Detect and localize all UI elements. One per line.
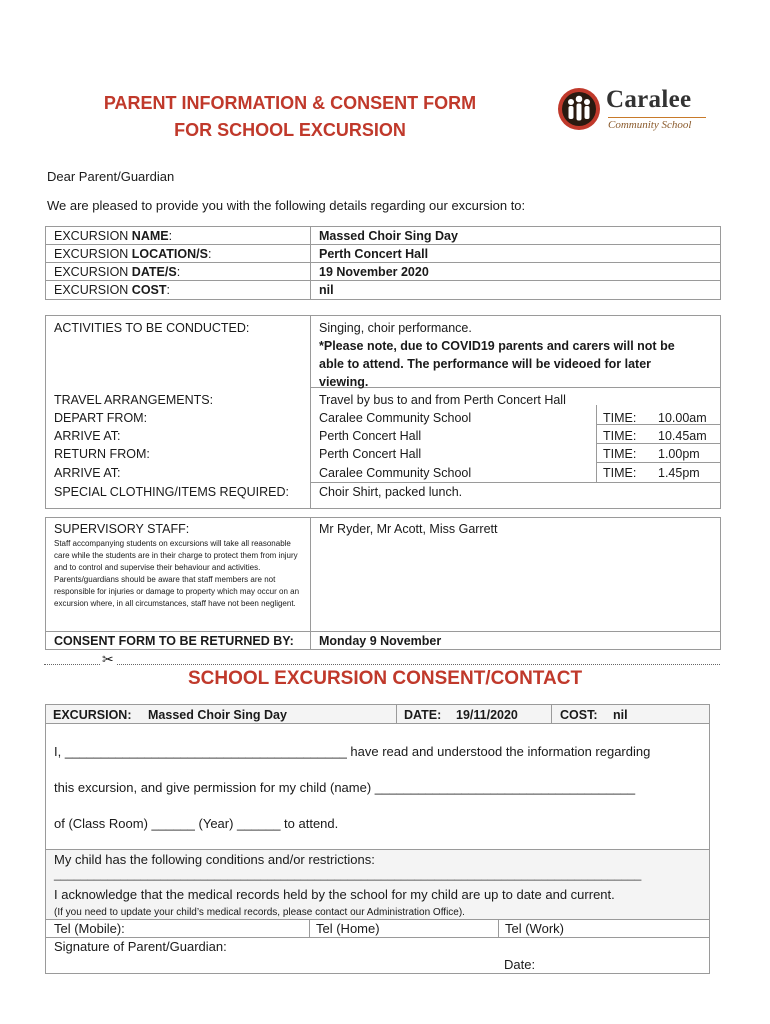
depart-from-label: DEPART FROM: bbox=[54, 411, 148, 425]
activities-label: ACTIVITIES TO BE CONDUCTED: bbox=[54, 321, 250, 335]
arrive-time-value: 10.45am bbox=[658, 429, 707, 443]
title-line-1: PARENT INFORMATION & CONSENT FORM bbox=[103, 93, 477, 113]
special-clothing-value: Choir Shirt, packed lunch. bbox=[319, 485, 463, 499]
title-line-2: FOR SCHOOL EXCURSION bbox=[174, 120, 406, 140]
conditions-input-line[interactable]: ________________________________________________________________________________________ bbox=[54, 867, 642, 881]
special-clothing-label: SPECIAL CLOTHING/ITEMS REQUIRED: bbox=[54, 485, 289, 499]
excursion-cost-value: nil bbox=[319, 283, 334, 297]
arrive-at-2-label: ARRIVE AT: bbox=[54, 466, 121, 480]
page-title bbox=[60, 90, 520, 144]
consent-child-name-line[interactable]: this excursion, and give permission for my child (name) ____________________________________ bbox=[54, 780, 636, 795]
excursion-location-label: EXCURSION LOCATION/S: bbox=[54, 247, 212, 261]
return-time-value: 1.00pm bbox=[658, 447, 700, 461]
staff-disclaimer: Staff accompanying students on excursions will take all reasonable care while the students are in their charge to protect them from injury and to control and supervise their behaviour and activities. Parents/guardians should be aware that staff members are not responsible for injuries or damage to property which may occur on an excursion where, in all circumstances, staff have not been negligent. bbox=[54, 539, 300, 608]
supervisory-staff-label: SUPERVISORY STAFF: bbox=[54, 522, 190, 536]
logo-subtitle: Community School bbox=[608, 117, 706, 131]
medical-note: (If you need to update your child’s medical records, please contact our Administration Office). bbox=[54, 907, 465, 918]
depart-time-label: TIME: bbox=[603, 411, 637, 425]
excursion-details-table bbox=[45, 226, 721, 300]
return-by-value: Monday 9 November bbox=[319, 634, 442, 648]
signature-date-field[interactable]: Date: bbox=[504, 957, 536, 972]
arrive-at-label: ARRIVE AT: bbox=[54, 429, 121, 443]
consent-excursion-label: EXCURSION: bbox=[53, 708, 132, 722]
travel-arrangements-label: TRAVEL ARRANGEMENTS: bbox=[54, 393, 214, 407]
consent-parent-name-line[interactable]: I, _______________________________________ have read and understood the information regarding bbox=[54, 744, 651, 759]
staff-table bbox=[45, 517, 721, 650]
depart-from-value: Caralee Community School bbox=[319, 411, 472, 425]
consent-excursion-value: Massed Choir Sing Day bbox=[148, 708, 287, 722]
intro-lead: We are pleased to provide you with the following details regarding our excursion to: bbox=[47, 198, 526, 213]
logo-emblem-icon bbox=[556, 86, 602, 132]
excursion-date-value: 19 November 2020 bbox=[319, 265, 429, 279]
return-time-label: TIME: bbox=[603, 447, 637, 461]
depart-time-value: 10.00am bbox=[658, 411, 707, 425]
return-from-label: RETURN FROM: bbox=[54, 447, 150, 461]
excursion-name-value: Massed Choir Sing Day bbox=[319, 229, 458, 243]
school-logo bbox=[556, 86, 716, 134]
signature-field[interactable]: Signature of Parent/Guardian: bbox=[54, 939, 227, 954]
return-from-value: Perth Concert Hall bbox=[319, 447, 422, 461]
arrive-2-time-label: TIME: bbox=[603, 466, 637, 480]
greeting: Dear Parent/Guardian bbox=[47, 169, 175, 184]
excursion-name-label: EXCURSION NAME: bbox=[54, 229, 173, 243]
supervisory-staff-value: Mr Ryder, Mr Acott, Miss Garrett bbox=[319, 522, 498, 536]
tel-mobile-field[interactable]: Tel (Mobile): bbox=[54, 921, 125, 936]
covid-note-line-1: *Please note, due to COVID19 parents and carers will not be bbox=[319, 339, 675, 353]
activities-travel-table bbox=[45, 315, 721, 509]
arrive-2-time-value: 1.45pm bbox=[658, 466, 700, 480]
arrive-at-2-value: Caralee Community School bbox=[319, 466, 472, 480]
activities-value: Singing, choir performance. bbox=[319, 321, 472, 335]
covid-note-line-3: viewing. bbox=[319, 375, 369, 389]
consent-class-year-line[interactable]: of (Class Room) ______ (Year) ______ to attend. bbox=[54, 816, 339, 831]
tel-work-field[interactable]: Tel (Work) bbox=[505, 921, 564, 936]
medical-acknowledgement: I acknowledge that the medical records held by the school for my child are up to date and current. bbox=[54, 887, 615, 902]
arrive-time-label: TIME: bbox=[603, 429, 637, 443]
consent-header-row bbox=[46, 705, 709, 724]
excursion-cost-label: EXCURSION COST: bbox=[54, 283, 171, 297]
excursion-location-value: Perth Concert Hall bbox=[319, 247, 429, 261]
excursion-date-label: EXCURSION DATE/S: bbox=[54, 265, 181, 279]
scissors-icon: ✂ bbox=[102, 651, 114, 667]
consent-cost-label: COST: bbox=[560, 708, 598, 722]
logo-name: Caralee bbox=[606, 86, 692, 113]
travel-arrangements-value: Travel by bus to and from Perth Concert Hall bbox=[319, 393, 566, 407]
conditions-label: My child has the following conditions and/or restrictions: bbox=[54, 852, 375, 867]
consent-date-label: DATE: bbox=[404, 708, 442, 722]
tel-home-field[interactable]: Tel (Home) bbox=[316, 921, 380, 936]
consent-cost-value: nil bbox=[613, 708, 628, 722]
arrive-at-value: Perth Concert Hall bbox=[319, 429, 422, 443]
return-by-label: CONSENT FORM TO BE RETURNED BY: bbox=[54, 634, 294, 648]
consent-date-value: 19/11/2020 bbox=[456, 708, 518, 722]
consent-title: SCHOOL EXCURSION CONSENT/CONTACT bbox=[187, 668, 583, 689]
consent-form bbox=[45, 704, 710, 974]
covid-note-line-2: able to attend. The performance will be videoed for later bbox=[319, 357, 652, 371]
cut-line bbox=[44, 664, 720, 665]
